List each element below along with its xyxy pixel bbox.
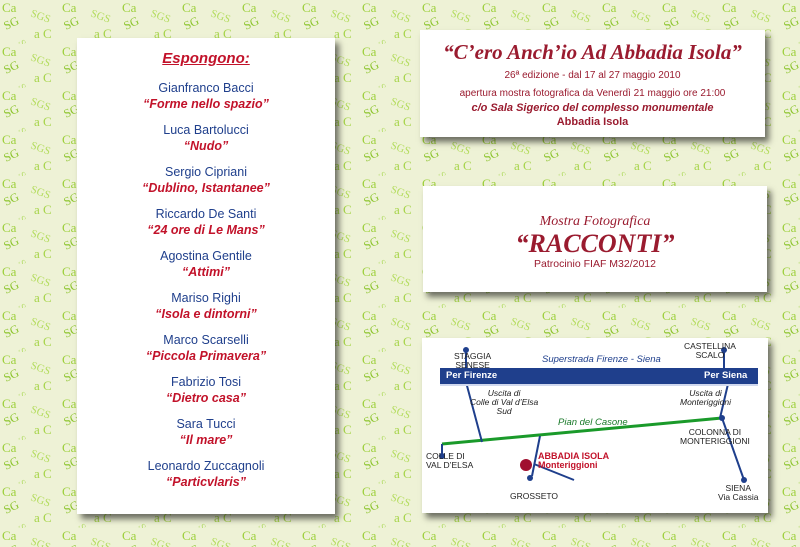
- label-castellina: CASTELLINA SCALO: [684, 341, 736, 360]
- artist-work-title: “Forme nello spazio”: [143, 97, 269, 111]
- artist-entry: [77, 206, 335, 238]
- artist-name: Mariso Righi: [171, 291, 241, 305]
- artist-work-title: “Attimi”: [182, 265, 230, 279]
- artist-entry: [77, 458, 335, 490]
- label-pian-del-casone: Pian del Casone: [558, 417, 628, 428]
- artist-name: Agostina Gentile: [160, 249, 252, 263]
- label-per-firenze: Per Firenze: [446, 370, 498, 381]
- artist-work-title: “Particvlaris”: [166, 475, 246, 489]
- artist-name: Leonardo Zuccagnoli: [147, 459, 265, 473]
- label-staggia: STAGGIA SENESE: [454, 351, 492, 370]
- artist-entry: [77, 248, 335, 280]
- label-uscita-colle: Uscita di Colle di Val d’Elsa Sud: [470, 388, 539, 416]
- artist-work-title: “Dietro casa”: [166, 391, 246, 405]
- artist-entry: [77, 122, 335, 154]
- show-card: [423, 186, 767, 292]
- event-title: “C’ero Anch’io Ad Abbadia Isola”: [443, 40, 742, 64]
- artist-work-title: “Piccola Primavera”: [145, 349, 267, 363]
- grosseto-dot: [527, 475, 533, 481]
- artist-work-title: “Il mare”: [179, 433, 233, 447]
- artist-name: Sara Tucci: [176, 417, 236, 431]
- artist-name: Fabrizio Tosi: [171, 375, 241, 389]
- artist-entry: [77, 80, 335, 112]
- artist-name: Marco Scarselli: [163, 333, 249, 347]
- event-opening: apertura mostra fotografica da Venerdì 21 maggio ore 21:00: [459, 88, 726, 99]
- artist-entry: [77, 374, 335, 406]
- event-venue-name: Abbadia Isola: [556, 116, 629, 128]
- event-edition: 26ª edizione - dal 17 al 27 maggio 2010: [504, 70, 681, 81]
- artist-entry: [77, 290, 335, 322]
- abbadia-marker: [520, 459, 532, 471]
- exhibitors-heading: Espongono:: [162, 50, 250, 67]
- label-abbadia: ABBADIA ISOLA Monteriggioni: [538, 451, 610, 470]
- artist-name: Sergio Cipriani: [165, 165, 247, 179]
- artist-work-title: “Dublino, Istantanee”: [142, 181, 270, 195]
- artist-work-title: “Nudo”: [183, 139, 229, 153]
- label-grosseto: GROSSETO: [510, 491, 559, 501]
- label-colle: COLLE DI VAL D’ELSA: [426, 451, 474, 470]
- label-uscita-monteriggioni: Uscita di Monteriggioni: [680, 388, 732, 407]
- directions-map: [422, 338, 768, 513]
- show-subtitle: Mostra Fotografica: [539, 214, 651, 229]
- label-superstrada: Superstrada Firenze - Siena: [542, 354, 661, 365]
- label-colonna: COLONNA DI MONTERIGGIONI: [680, 427, 750, 446]
- artist-name: Luca Bartolucci: [163, 123, 249, 137]
- event-venue: c/o Sala Sigerico del complesso monumentale: [471, 102, 714, 114]
- exhibitors-card: [77, 38, 335, 514]
- artist-entry: [77, 164, 335, 196]
- colonna-dot: [719, 415, 725, 421]
- show-title: “RACCONTI”: [515, 229, 675, 258]
- artist-entry: [77, 416, 335, 448]
- artist-entry: [77, 332, 335, 364]
- label-per-siena: Per Siena: [704, 370, 748, 381]
- event-card: [420, 30, 765, 137]
- artist-name: Gianfranco Bacci: [158, 81, 254, 95]
- artist-work-title: “24 ore di Le Mans”: [147, 223, 265, 237]
- label-siena: SIENA Via Cassia: [718, 483, 759, 502]
- show-patronage: Patrocinio FIAF M32/2012: [534, 258, 656, 270]
- artist-name: Riccardo De Santi: [155, 207, 257, 221]
- artist-work-title: “Isola e dintorni”: [155, 307, 257, 321]
